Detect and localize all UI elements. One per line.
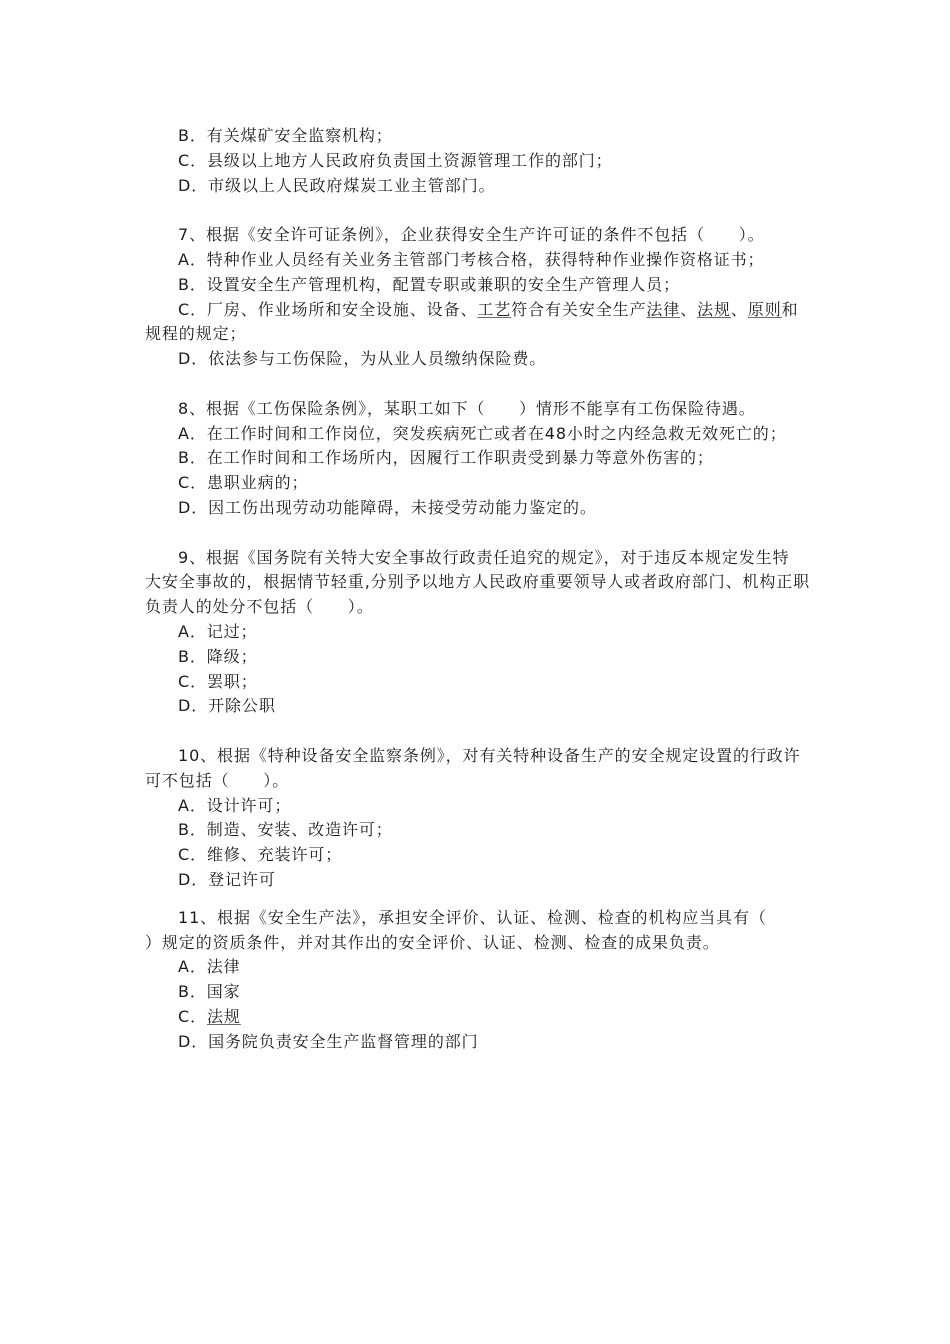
question-7 [145, 223, 950, 372]
keyword-link-regulation[interactable]: 法规 [206, 1007, 241, 1027]
keyword-link-law[interactable]: 法律 [646, 299, 681, 319]
question-10-option-c: C．维修、充装许可； [178, 845, 343, 865]
question-10-option-a: A．设计许可； [178, 795, 292, 815]
question-11-option-c [145, 1005, 950, 1030]
question-8-option-c: C．患职业病的； [178, 473, 309, 493]
question-6-option-d: D．市级以上人民政府煤炭工业主管部门。 [178, 175, 496, 195]
question-11-stem-line-2: ）规定的资质条件，并对其作出的安全评价、认证、检测、检查的成果负责。 [145, 932, 720, 952]
paragraph-spacer [145, 198, 950, 223]
question-8-option-d: D．因工伤出现劳动功能障碍，未接受劳动能力鉴定的。 [178, 497, 597, 517]
question-11-option-a: A．法律 [178, 957, 241, 977]
question-8-stem: 8、根据《工伤保险条例》，某职工如下（ ）情形不能享有工伤保险待遇。 [178, 398, 756, 418]
question-9 [145, 546, 950, 720]
keyword-link-process[interactable]: 工艺 [477, 299, 512, 319]
question-11 [145, 906, 950, 1055]
question-8-option-b: B．在工作时间和工作场所内，因履行工作职责受到暴力等意外伤害的； [178, 448, 714, 468]
question-7-option-d: D．依法参与工伤保险，为从业人员缴纳保险费。 [178, 349, 547, 369]
keyword-link-regulation[interactable]: 法规 [697, 299, 731, 319]
question-9-stem-line-1: 9、根据《国务院有关特大安全事故行政责任追究的规定》，对于违反本规定发生特 [178, 547, 790, 567]
question-7-option-c-continuation: 规程的规定； [145, 324, 247, 344]
paragraph-spacer [145, 372, 950, 397]
option-text: C． [178, 1007, 207, 1027]
question-7-stem: 7、根据《安全许可证条例》，企业获得安全生产许可证的条件不包括（ ）。 [178, 225, 765, 245]
option-text: C．厂房、作业场所和安全设施、设备、 [178, 299, 478, 319]
question-10-option-d: D．登记许可 [178, 869, 276, 889]
question-10-option-b: B．制造、安装、改造许可； [178, 820, 393, 840]
question-7-option-b: B．设置安全生产管理机构，配置专职或兼职的安全生产管理人员； [178, 274, 680, 294]
question-10 [145, 744, 950, 893]
paragraph-spacer [145, 521, 950, 546]
question-8-option-a: A．在工作时间和工作岗位，突发疾病死亡或者在48小时之内经急救无效死亡的； [178, 423, 787, 443]
question-10-stem-line-2: 可不包括（ ）。 [145, 770, 290, 790]
question-9-option-a: A．记过； [178, 621, 258, 641]
question-9-option-c: C．罢职； [178, 671, 258, 691]
question-9-stem-line-3: 负责人的处分不包括（ ）。 [145, 597, 374, 617]
question-7-option-a: A．特种作业人员经有关业务主管部门考核合格，获得特种作业操作资格证书； [178, 249, 765, 269]
question-11-option-b: B．国家 [178, 982, 241, 1002]
question-6-option-b: B．有关煤矿安全监察机构； [178, 126, 393, 145]
question-10-stem-line-1: 10、根据《特种设备安全监察条例》，对有关特种设备生产的安全规定设置的行政许 [178, 745, 801, 765]
question-9-stem-line-2: 大安全事故的，根据情节轻重,分别予以地方人民政府重要领导人或者政府部门、机构正职 [145, 572, 811, 592]
question-11-stem-line-1: 11、根据《安全生产法》，承担安全评价、认证、检测、检查的机构应当具有（ [178, 907, 767, 927]
question-9-option-d: D．开除公职 [178, 696, 276, 716]
question-7-option-c [145, 298, 950, 323]
paragraph-spacer [145, 719, 950, 744]
option-text: 符合有关安全生产 [511, 299, 647, 319]
question-8 [145, 397, 950, 521]
option-text: 和 [781, 299, 799, 319]
option-text: 、 [730, 299, 748, 319]
question-6-continued [145, 124, 950, 198]
option-text: 、 [680, 299, 698, 319]
question-6-option-c: C．县级以上地方人民政府负责国土资源管理工作的部门； [178, 150, 613, 170]
keyword-link-principle[interactable]: 原则 [747, 299, 782, 319]
question-9-option-b: B．降级； [178, 646, 258, 666]
paragraph-spacer [145, 893, 950, 906]
question-11-option-d: D．国务院负责安全生产监督管理的部门 [178, 1031, 479, 1051]
